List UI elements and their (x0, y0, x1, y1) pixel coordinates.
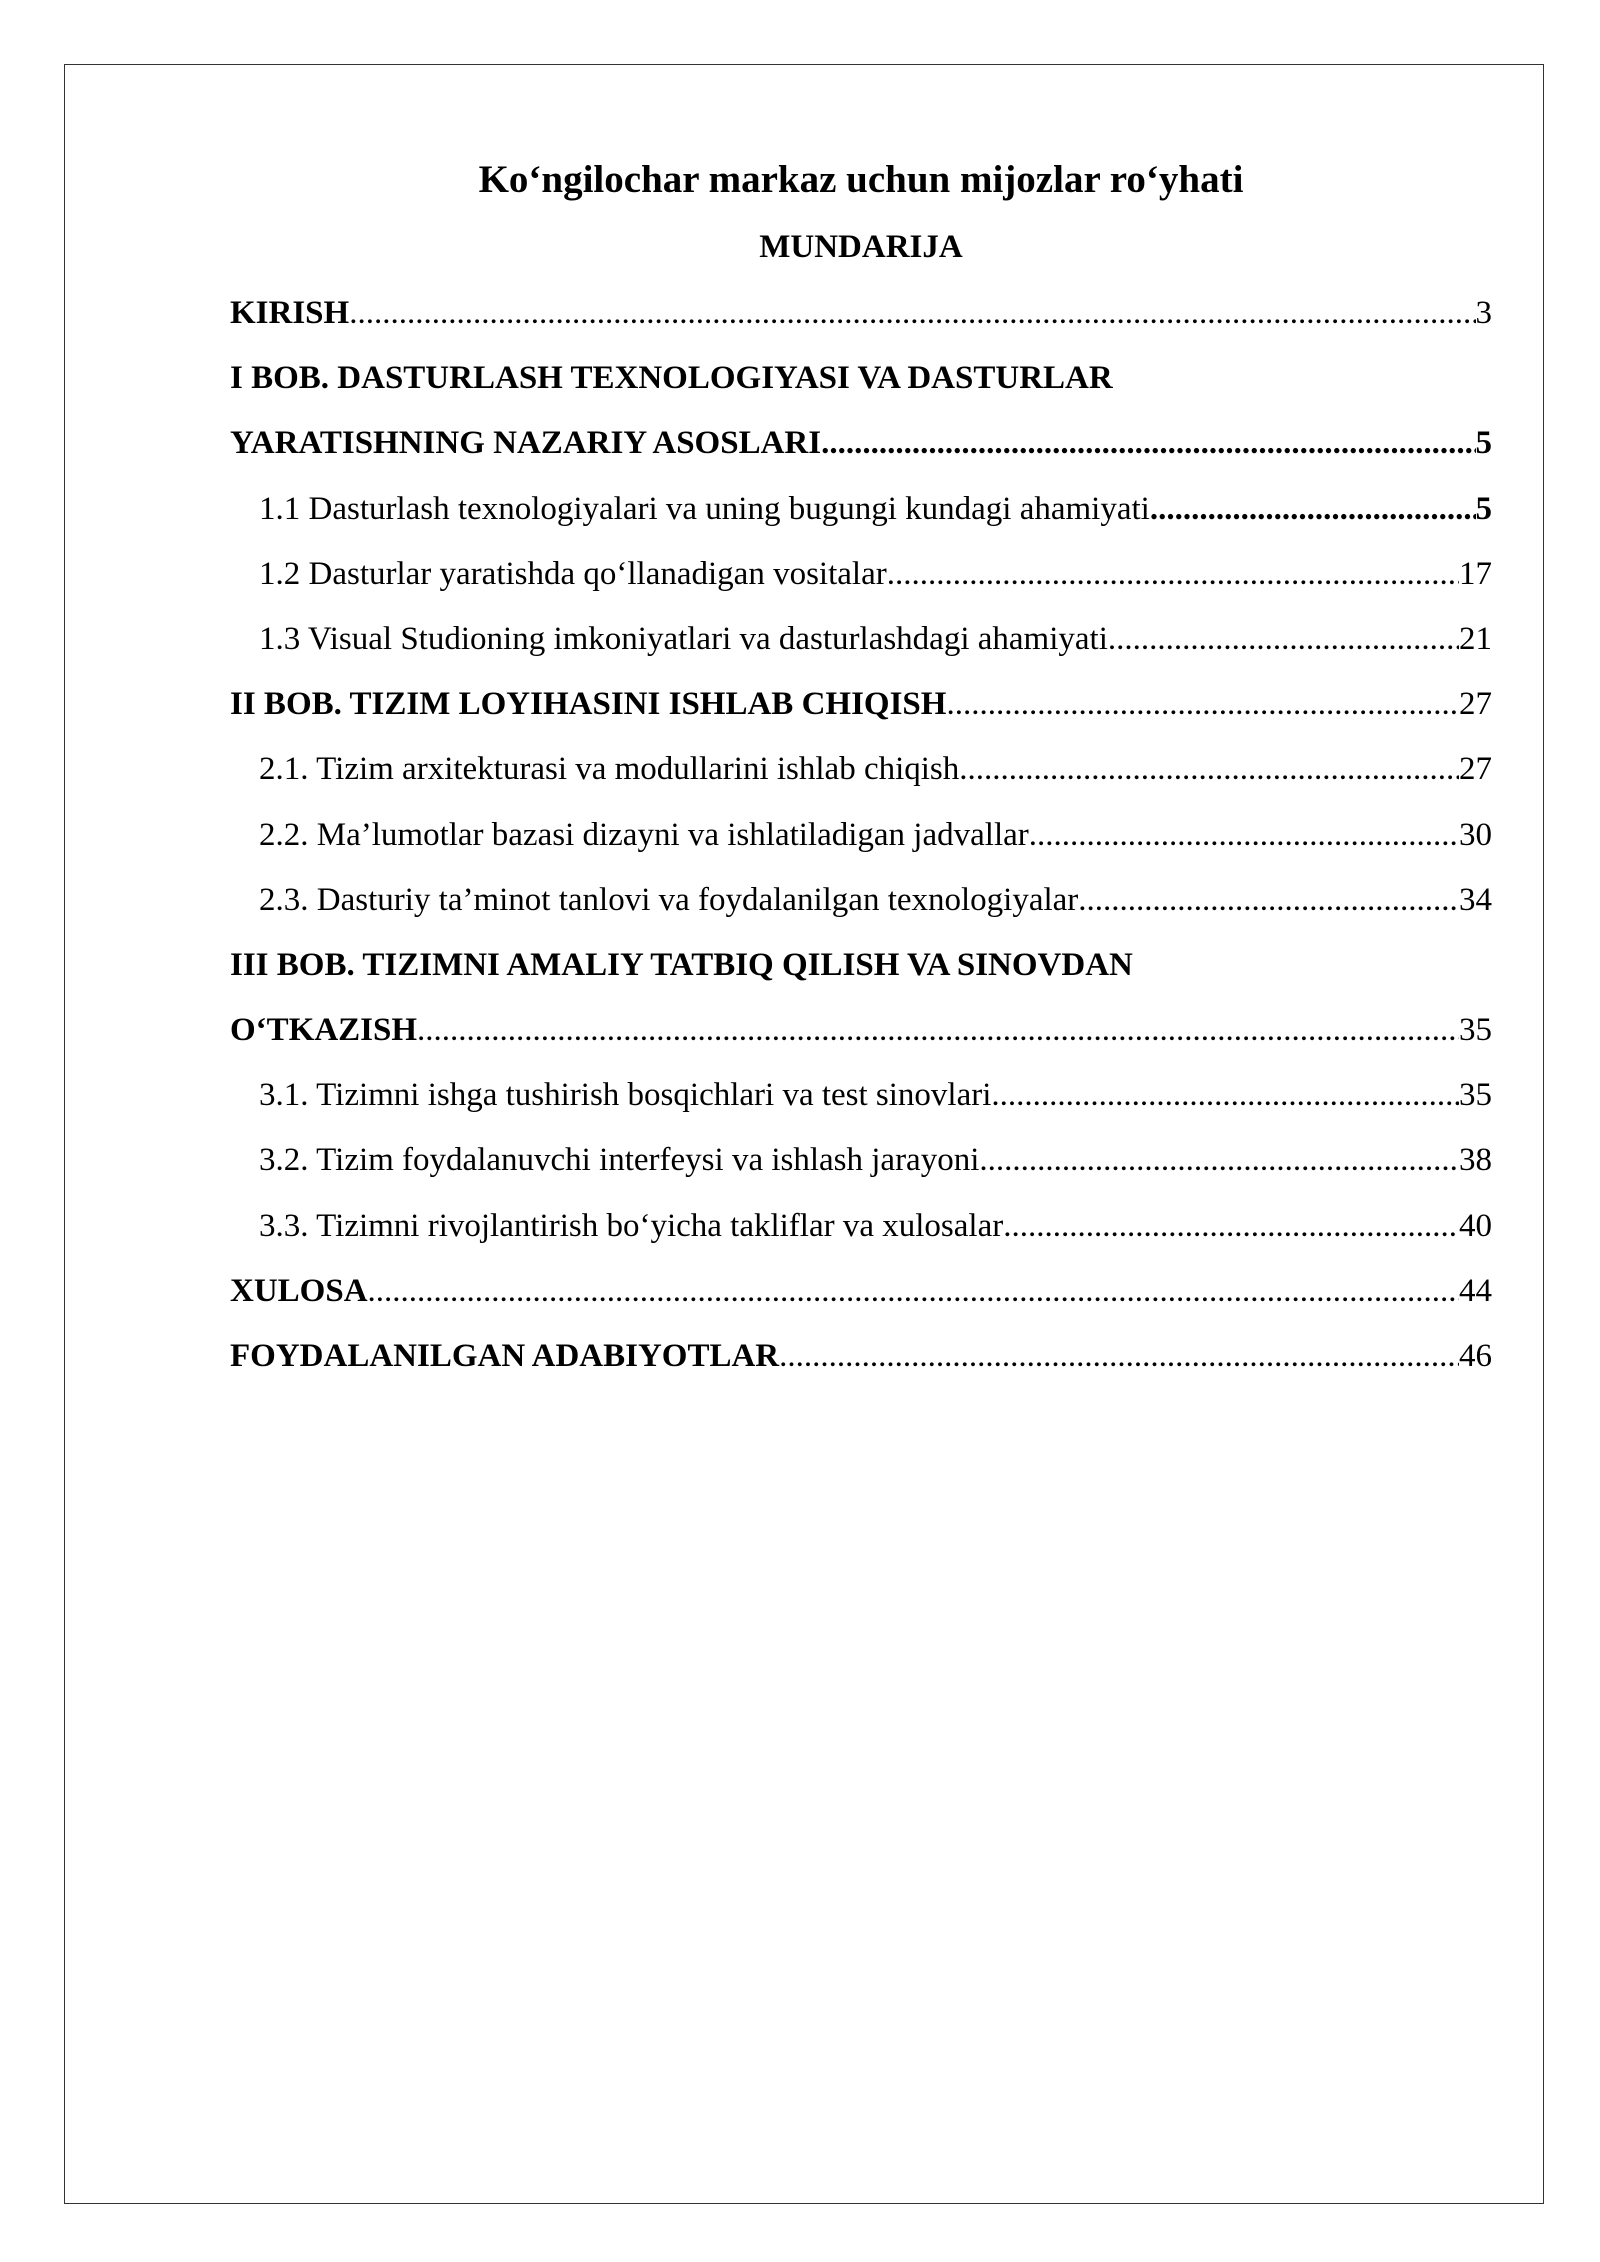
toc-dot-leader (979, 1135, 1459, 1185)
toc-dot-leader (1108, 614, 1459, 664)
toc-entry-2-3[interactable] (230, 875, 1492, 940)
toc-dot-leader (821, 418, 1475, 468)
toc-entry-page: 35 (1459, 1077, 1492, 1114)
toc-entry-title: III BOB. TIZIMNI AMALIY TATBIQ QILISH VA SINOVDAN (230, 946, 1133, 983)
toc-entry-page: 46 (1459, 1338, 1492, 1374)
toc-entry-2-1[interactable] (230, 744, 1492, 809)
toc-entry-page: 27 (1459, 751, 1492, 788)
toc-entry-kirish[interactable] (230, 288, 1492, 353)
toc-entry-chapter-1-line-1[interactable] (230, 353, 1492, 418)
toc-entry-title: 2.3. Dasturiy ta’minot tanlovi va foydalanilgan texnologiyalar (259, 881, 1079, 918)
toc-entry-chapter-1-line-2[interactable] (230, 418, 1492, 483)
toc-dot-leader (1029, 810, 1459, 860)
toc-dot-leader (1150, 484, 1476, 534)
toc-entry-xulosa[interactable] (230, 1266, 1492, 1331)
toc-entry-page: 17 (1459, 555, 1492, 592)
toc-dot-leader (887, 549, 1459, 599)
toc-entry-page: 3 (1475, 295, 1492, 331)
toc-entry-chapter-2[interactable] (230, 679, 1492, 744)
toc-dot-leader (1078, 875, 1459, 925)
toc-entry-page: 5 (1475, 490, 1492, 527)
toc-entry-title: 1.1 Dasturlash texnologiyalari va uning bugungi kundagi ahamiyati (259, 490, 1150, 527)
toc-entry-title: KIRISH (230, 295, 350, 331)
toc-entry-adabiyotlar[interactable] (230, 1331, 1492, 1396)
toc-entry-2-2[interactable] (230, 810, 1492, 875)
toc-entry-page: 34 (1459, 881, 1492, 918)
toc-entry-title: II BOB. TIZIM LOYIHASINI ISHLAB CHIQISH (230, 686, 947, 723)
toc-entry-1-1[interactable] (230, 484, 1492, 549)
toc-entry-title: 2.2. Ma’lumotlar bazasi dizayni va ishlatiladigan jadvallar (259, 816, 1029, 853)
toc-entry-title: FOYDALANILGAN ADABIYOTLAR (230, 1338, 780, 1374)
toc-entry-page: 27 (1459, 686, 1492, 723)
toc-dot-leader (417, 1005, 1459, 1055)
toc-entry-title: 3.3. Tizimni rivojlantirish bo‘yicha takliflar va xulosalar (259, 1207, 1004, 1244)
toc-entry-title: 3.1. Tizimni ishga tushirish bosqichlari va test sinovlari (259, 1077, 992, 1114)
toc-entry-page: 35 (1459, 1012, 1492, 1049)
toc-entry-page: 44 (1459, 1272, 1492, 1309)
toc-entry-title: XULOSA (230, 1272, 368, 1309)
document-title: Ko‘ngilochar markaz uchun mijozlar ro‘yhati (478, 158, 1244, 201)
toc-entry-title: 1.3 Visual Studioning imkoniyatlari va dasturlashdagi ahamiyati (259, 620, 1108, 657)
toc-entry-page: 40 (1459, 1207, 1492, 1244)
toc-entry-page: 30 (1459, 816, 1492, 853)
toc-dot-leader (946, 679, 1459, 729)
toc-dot-leader (991, 1070, 1459, 1120)
toc-entry-title: 2.1. Tizim arxitekturasi va modullarini ishlab chiqish (259, 751, 960, 788)
toc-entry-title: 1.2 Dasturlar yaratishda qo‘llanadigan vositalar (259, 555, 887, 592)
toc-heading: MUNDARIJA (759, 229, 963, 265)
toc-entry-1-3[interactable] (230, 614, 1492, 679)
toc-entry-page: 38 (1459, 1142, 1492, 1179)
toc-entry-3-2[interactable] (230, 1135, 1492, 1200)
toc-entry-chapter-3-line-2[interactable] (230, 1005, 1492, 1070)
toc-entry-page: 5 (1475, 425, 1492, 462)
toc-entry-3-3[interactable] (230, 1201, 1492, 1266)
toc-dot-leader (779, 1331, 1459, 1381)
toc-entry-title: I BOB. DASTURLASH TEXNOLOGIYASI VA DASTURLAR (230, 360, 1113, 397)
toc-dot-leader (959, 744, 1459, 794)
toc-entry-title: YARATISHNING NAZARIY ASOSLARI (230, 425, 822, 462)
toc-entry-title: O‘TKAZISH (230, 1012, 418, 1049)
toc-dot-leader (1003, 1201, 1459, 1251)
toc-dot-leader (349, 288, 1475, 338)
toc-entry-1-2[interactable] (230, 549, 1492, 614)
toc-entry-chapter-3-line-1[interactable] (230, 940, 1492, 1005)
toc-dot-leader (368, 1266, 1459, 1316)
toc-entry-3-1[interactable] (230, 1070, 1492, 1135)
toc-entry-title: 3.2. Tizim foydalanuvchi interfeysi va ishlash jarayoni (259, 1142, 980, 1179)
table-of-contents (230, 288, 1492, 1396)
toc-entry-page: 21 (1459, 620, 1492, 657)
